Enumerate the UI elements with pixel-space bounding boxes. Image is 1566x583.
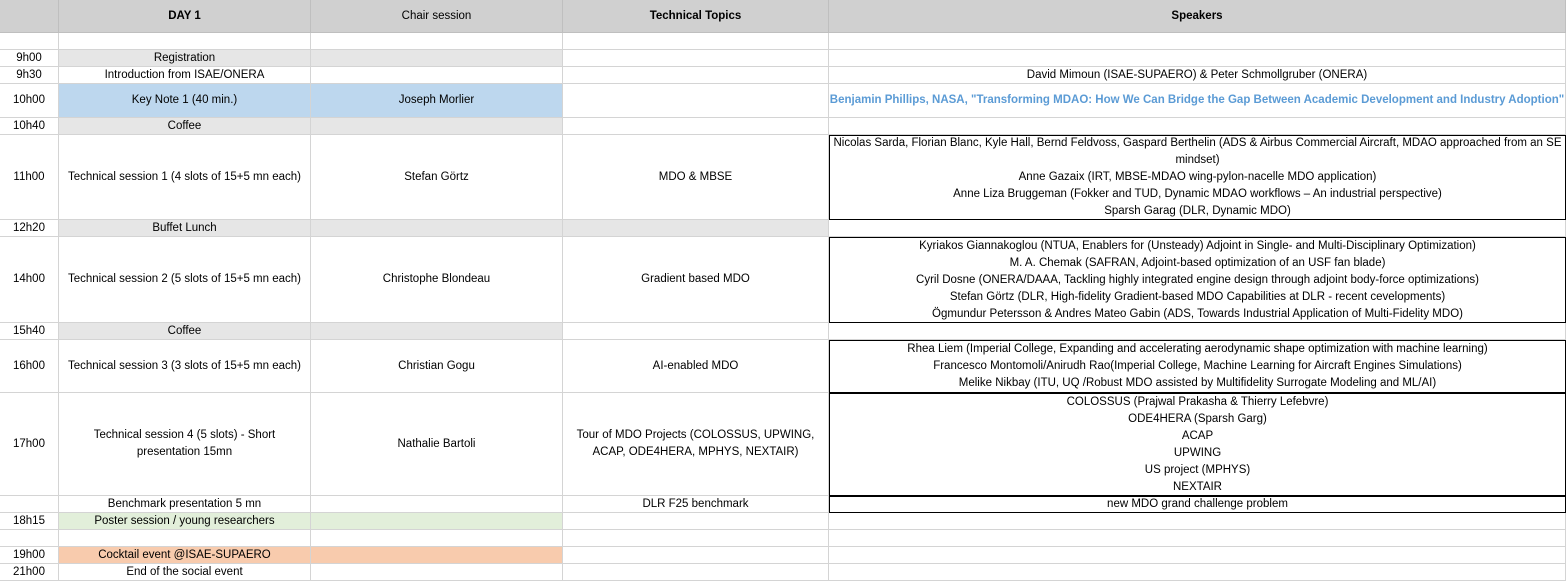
event-cell[interactable]: Introduction from ISAE/ONERA bbox=[59, 67, 311, 84]
empty-cell[interactable] bbox=[311, 33, 563, 50]
speaker-entry: Cyril Dosne (ONERA/DAAA, Tackling highly integrated engine design through adjoint body-force optimizations) bbox=[916, 273, 1479, 286]
speakers-cell[interactable] bbox=[829, 547, 1566, 564]
speaker-entry: Stefan Görtz (DLR, High-fidelity Gradient-based MDO Capabilities at DLR - recent cevelopments) bbox=[949, 290, 1446, 303]
chair-cell[interactable] bbox=[311, 118, 563, 135]
empty-cell[interactable] bbox=[563, 33, 829, 50]
topic-cell[interactable]: DLR F25 benchmark bbox=[563, 496, 829, 513]
event-cell[interactable]: Technical session 3 (3 slots of 15+5 mn each) bbox=[59, 340, 311, 393]
speaker-entry: COLOSSUS (Prajwal Prakasha & Thierry Lefebvre) bbox=[1066, 395, 1329, 408]
event-cell[interactable]: Coffee bbox=[59, 323, 311, 340]
header-day[interactable]: DAY 1 bbox=[59, 0, 311, 33]
chair-cell[interactable] bbox=[311, 513, 563, 530]
speakers-cell[interactable]: David Mimoun (ISAE-SUPAERO) & Peter Schmollgruber (ONERA) bbox=[829, 67, 1566, 84]
speaker-entry: Kyriakos Giannakoglou (NTUA, Enablers for (Unsteady) Adjoint in Single- and Multi-Disciplinary Optimization) bbox=[919, 239, 1476, 252]
chair-cell[interactable] bbox=[311, 496, 563, 513]
time-cell[interactable]: 16h00 bbox=[0, 340, 59, 393]
time-cell[interactable]: 15h40 bbox=[0, 323, 59, 340]
speaker-entry: Anne Liza Bruggeman (Fokker and TUD, Dynamic MDAO workflows – An industrial perspective) bbox=[953, 188, 1442, 200]
topic-cell[interactable]: MDO & MBSE bbox=[563, 135, 829, 220]
speakers-cell-session-2[interactable] bbox=[829, 237, 1566, 323]
topic-cell[interactable] bbox=[563, 84, 829, 118]
time-cell[interactable]: 17h00 bbox=[0, 393, 59, 496]
chair-cell[interactable]: Christian Gogu bbox=[311, 340, 563, 393]
topic-cell[interactable]: Tour of MDO Projects (COLOSSUS, UPWING, ACAP, ODE4HERA, MPHYS, NEXTAIR) bbox=[563, 393, 829, 496]
empty-cell[interactable] bbox=[563, 530, 829, 547]
speaker-entry: M. A. Chemak (SAFRAN, Adjoint-based optimization of an USF fan blade) bbox=[1009, 256, 1386, 269]
time-cell[interactable]: 14h00 bbox=[0, 237, 59, 323]
header-chair[interactable]: Chair session bbox=[311, 0, 563, 33]
event-cell[interactable]: Poster session / young researchers bbox=[59, 513, 311, 530]
event-cell[interactable]: Registration bbox=[59, 50, 311, 67]
chair-cell[interactable] bbox=[311, 220, 563, 237]
chair-cell[interactable] bbox=[311, 50, 563, 67]
topic-cell[interactable]: Gradient based MDO bbox=[563, 237, 829, 323]
speaker-entry: US project (MPHYS) bbox=[1144, 463, 1251, 476]
empty-cell[interactable] bbox=[829, 33, 1566, 50]
empty-cell[interactable] bbox=[829, 530, 1566, 547]
header-topics[interactable]: Technical Topics bbox=[563, 0, 829, 33]
time-cell[interactable]: 10h40 bbox=[0, 118, 59, 135]
speaker-entry: Anne Gazaix (IRT, MBSE-MDAO wing-pylon-nacelle MDO application) bbox=[1018, 171, 1377, 183]
event-cell[interactable]: Benchmark presentation 5 mn bbox=[59, 496, 311, 513]
event-cell[interactable]: Technical session 4 (5 slots) - Short presentation 15mn bbox=[59, 393, 311, 496]
topic-cell[interactable] bbox=[563, 67, 829, 84]
topic-cell[interactable] bbox=[563, 118, 829, 135]
chair-cell[interactable]: Christophe Blondeau bbox=[311, 237, 563, 323]
topic-cell[interactable] bbox=[563, 220, 829, 237]
time-cell[interactable]: 19h00 bbox=[0, 547, 59, 564]
time-cell[interactable]: 21h00 bbox=[0, 564, 59, 581]
time-cell[interactable]: 9h30 bbox=[0, 67, 59, 84]
event-cell[interactable]: Coffee bbox=[59, 118, 311, 135]
chair-cell[interactable]: Stefan Görtz bbox=[311, 135, 563, 220]
topic-cell[interactable] bbox=[563, 323, 829, 340]
topic-cell[interactable]: AI-enabled MDO bbox=[563, 340, 829, 393]
speakers-cell-session-3[interactable] bbox=[829, 340, 1566, 393]
speakers-cell[interactable] bbox=[829, 513, 1566, 530]
speaker-entry: Francesco Montomoli/Anirudh Rao(Imperial College, Machine Learning for Aircraft Engines Simulations) bbox=[933, 360, 1462, 372]
time-cell[interactable]: 9h00 bbox=[0, 50, 59, 67]
header-cell-time[interactable] bbox=[0, 0, 59, 33]
speaker-entry: Sparsh Garag (DLR, Dynamic MDO) bbox=[1104, 205, 1291, 217]
speaker-entry: NEXTAIR bbox=[1173, 480, 1222, 493]
empty-cell[interactable] bbox=[0, 33, 59, 50]
speakers-cell[interactable] bbox=[829, 118, 1566, 135]
chair-cell[interactable]: Joseph Morlier bbox=[311, 84, 563, 118]
speaker-entry: ACAP bbox=[1181, 429, 1214, 442]
empty-cell[interactable] bbox=[311, 530, 563, 547]
event-cell[interactable]: End of the social event bbox=[59, 564, 311, 581]
topic-cell[interactable] bbox=[563, 547, 829, 564]
speaker-entry: Ögmundur Petersson & Andres Mateo Gabin (ADS, Towards Industrial Application of Multi-Fidelity MDO) bbox=[932, 307, 1463, 320]
event-cell[interactable]: Technical session 2 (5 slots of 15+5 mn each) bbox=[59, 237, 311, 323]
speaker-entry: Nicolas Sarda, Florian Blanc, Kyle Hall, Bernd Feldvoss, Gaspard Berthelin (ADS & Airbus Commercial Aircraft, MDAO approached from an SE mindset) bbox=[833, 137, 1562, 166]
speaker-entry: Melike Nikbay (ITU, UQ /Robust MDO assisted by Multifidelity Surrogate Modeling and ML/AI) bbox=[958, 377, 1437, 389]
speaker-entry: Rhea Liem (Imperial College, Expanding and accelerating aerodynamic shape optimization with machine learning) bbox=[907, 343, 1488, 355]
chair-cell[interactable] bbox=[311, 564, 563, 581]
speakers-cell-benchmark[interactable]: new MDO grand challenge problem bbox=[829, 496, 1566, 513]
keynote-speaker-link[interactable]: Benjamin Phillips, NASA, "Transforming MDAO: How We Can Bridge the Gap Between Academic Development and Industry Adoption" bbox=[829, 84, 1566, 118]
time-cell[interactable]: 10h00 bbox=[0, 84, 59, 118]
chair-cell[interactable] bbox=[311, 67, 563, 84]
empty-cell[interactable] bbox=[59, 33, 311, 50]
topic-cell[interactable] bbox=[563, 564, 829, 581]
time-cell[interactable]: 11h00 bbox=[0, 135, 59, 220]
event-cell[interactable]: Buffet Lunch bbox=[59, 220, 311, 237]
chair-cell[interactable] bbox=[311, 323, 563, 340]
speaker-entry: UPWING bbox=[1173, 446, 1222, 459]
speakers-cell-session-4[interactable] bbox=[829, 393, 1566, 496]
header-speakers[interactable]: Speakers bbox=[829, 0, 1566, 33]
chair-cell[interactable] bbox=[311, 547, 563, 564]
event-cell[interactable]: Key Note 1 (40 min.) bbox=[59, 84, 311, 118]
time-cell[interactable]: 12h20 bbox=[0, 220, 59, 237]
speakers-cell[interactable] bbox=[829, 323, 1566, 340]
speaker-entry: ODE4HERA (Sparsh Garg) bbox=[1128, 412, 1267, 425]
speakers-cell[interactable] bbox=[829, 220, 1566, 237]
event-cell[interactable]: Technical session 1 (4 slots of 15+5 mn each) bbox=[59, 135, 311, 220]
time-cell[interactable]: 18h15 bbox=[0, 513, 59, 530]
chair-cell[interactable]: Nathalie Bartoli bbox=[311, 393, 563, 496]
speakers-cell[interactable] bbox=[829, 564, 1566, 581]
speakers-cell[interactable] bbox=[829, 50, 1566, 67]
empty-cell[interactable] bbox=[0, 530, 59, 547]
topic-cell[interactable] bbox=[563, 50, 829, 67]
time-cell[interactable] bbox=[0, 496, 59, 513]
speakers-cell-session-1[interactable] bbox=[829, 135, 1566, 220]
event-cell[interactable]: Cocktail event @ISAE-SUPAERO bbox=[59, 547, 311, 564]
empty-cell[interactable] bbox=[59, 530, 311, 547]
topic-cell[interactable] bbox=[563, 513, 829, 530]
